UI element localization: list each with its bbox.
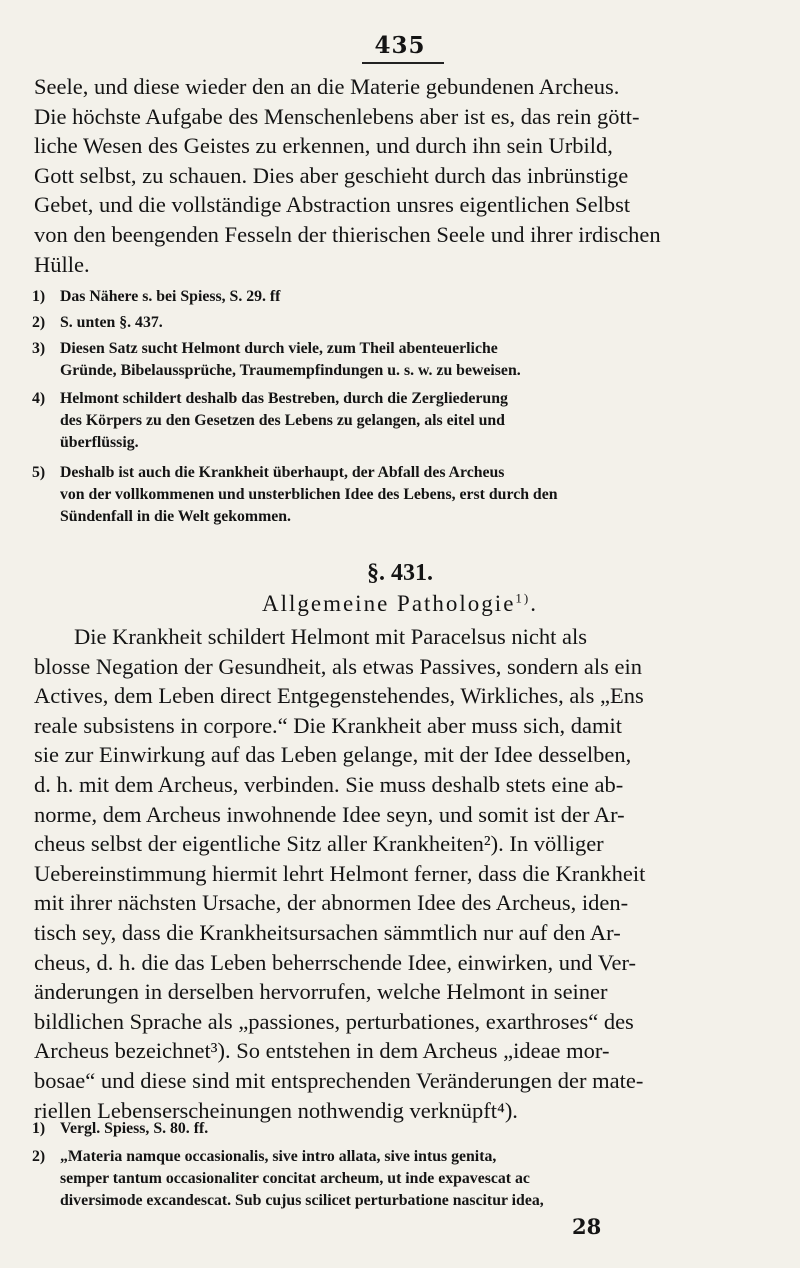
footnote-number: 5): [32, 464, 46, 481]
text-line: Die höchste Aufgabe des Menschenlebens aber ist es, das rein gött-: [34, 103, 640, 129]
footnote-1: [32, 286, 760, 308]
text-line: liche Wesen des Geistes zu erkennen, und durch ihn sein Urbild,: [34, 133, 613, 159]
footnote-text: Vergl. Spiess, S. 80. ff.: [60, 1120, 209, 1137]
footnote-text: Diesen Satz sucht Helmont durch viele, zum Theil abenteuerliche: [60, 340, 498, 357]
footnote-3: [32, 338, 760, 382]
footnote-text: S. unten §. 437.: [60, 314, 163, 331]
footnote-6: [32, 1118, 760, 1140]
footnote-7: [32, 1146, 760, 1212]
text-line: Die Krankheit schildert Helmont mit Paracelsus nicht als: [74, 624, 587, 649]
text-line: Gebet, und die vollständige Abstraction unsres eigentlichen Selbst: [34, 192, 631, 218]
text-line: reale subsistens in corpore.“ Die Krankheit aber muss sich, damit: [34, 712, 622, 738]
footnote-text: „Materia namque occasionalis, sive intro allata, sive intus genita,: [60, 1148, 497, 1165]
section-number: §. 431.: [367, 560, 433, 586]
footnote-text: überflüssig.: [60, 434, 139, 451]
footnote-text: Gründe, Bibelaussprüche, Traumempfindungen u. s. w. zu beweisen.: [60, 362, 521, 379]
signature-mark: 28: [572, 1214, 602, 1239]
footnote-number: 4): [32, 390, 46, 407]
footnote-text: Helmont schildert deshalb das Bestreben, durch die Zergliederung: [60, 390, 508, 407]
footnote-2: [32, 312, 760, 334]
text-line: cheus, d. h. die das Leben beherrschende Idee, einwirken, und Ver-: [34, 949, 637, 975]
text-line: sie zur Einwirkung auf das Leben gelange, mit der Idee desselben,: [34, 742, 632, 768]
footnote-number: 1): [32, 1120, 46, 1137]
text-line: Uebereinstimmung hiermit lehrt Helmont ferner, dass die Krankheit: [34, 860, 646, 886]
text-line: tisch sey, dass die Krankheitsursachen sämmtlich nur auf den Ar-: [34, 919, 621, 945]
text-line: bosae“ und diese sind mit entsprechenden Veränderungen der mate-: [34, 1067, 644, 1093]
footnote-text: Sündenfall in die Welt gekommen.: [60, 508, 291, 525]
footnote-4: [32, 388, 760, 454]
page-number: 435: [374, 32, 426, 59]
footnote-text: von der vollkommenen und unsterblichen Idee des Lebens, erst durch den: [60, 486, 558, 503]
text-line: Gott selbst, zu schauen. Dies aber geschieht durch das inbrünstige: [34, 162, 629, 188]
section-title-footnote-ref: 1): [515, 590, 531, 606]
text-line: Actives, dem Leben direct Entgegenstehendes, Wirkliches, als „Ens: [34, 683, 644, 709]
footnote-number: 1): [32, 288, 46, 305]
footnote-text: Das Nähere s. bei Spiess, S. 29. ff: [60, 288, 281, 305]
page-number-rule: [362, 62, 444, 64]
text-line: Archeus bezeichnet³). So entstehen in dem Archeus „ideae mor-: [34, 1038, 610, 1064]
footnote-number: 2): [32, 1148, 46, 1165]
footnote-number: 3): [32, 340, 46, 357]
text-line: norme, dem Archeus inwohnende Idee seyn, und somit ist der Ar-: [34, 801, 625, 827]
text-line: riellen Lebenserscheinungen nothwendig verknüpft⁴).: [34, 1097, 518, 1123]
section-title-text: Allgemeine Pathologie: [261, 591, 516, 616]
text-line: cheus selbst der eigentliche Sitz aller Krankheiten²). In völliger: [34, 831, 604, 857]
footnote-text: semper tantum occasionaliter concitat archeum, ut inde expavescat ac: [60, 1170, 530, 1187]
footnote-text: diversimode excandescat. Sub cujus scilicet perturbatione nascitur idea,: [60, 1192, 544, 1209]
text-line: d. h. mit dem Archeus, verbinden. Sie muss deshalb stets eine ab-: [34, 771, 624, 797]
text-line: änderungen in derselben hervorrufen, welche Helmont in seiner: [34, 979, 608, 1005]
footnote-5: [32, 462, 760, 528]
footnote-text: Deshalb ist auch die Krankheit überhaupt, der Abfall des Archeus: [60, 464, 505, 481]
text-line: von den beengenden Fesseln der thierischen Seele und ihrer irdischen: [34, 221, 661, 247]
text-line: bildlichen Sprache als „passiones, perturbationes, exarthroses“ des: [34, 1008, 634, 1034]
text-line: mit ihrer nächsten Ursache, der abnormen Idee des Archeus, iden-: [34, 890, 629, 916]
footnote-number: 2): [32, 314, 46, 331]
section-title: Allgemeine Pathologie$^{1)}$.: [261, 590, 539, 616]
footnote-text: des Körpers zu den Gesetzen des Lebens zu gelangen, als eitel und: [60, 412, 505, 429]
text-line: blosse Negation der Gesundheit, als etwas Passives, sondern als ein: [34, 653, 643, 679]
paragraph-1: [34, 72, 758, 279]
text-line: Seele, und diese wieder den an die Materie gebundenen Archeus.: [34, 74, 620, 99]
text-line: Hülle.: [34, 251, 90, 277]
paragraph-2: [34, 622, 758, 1125]
